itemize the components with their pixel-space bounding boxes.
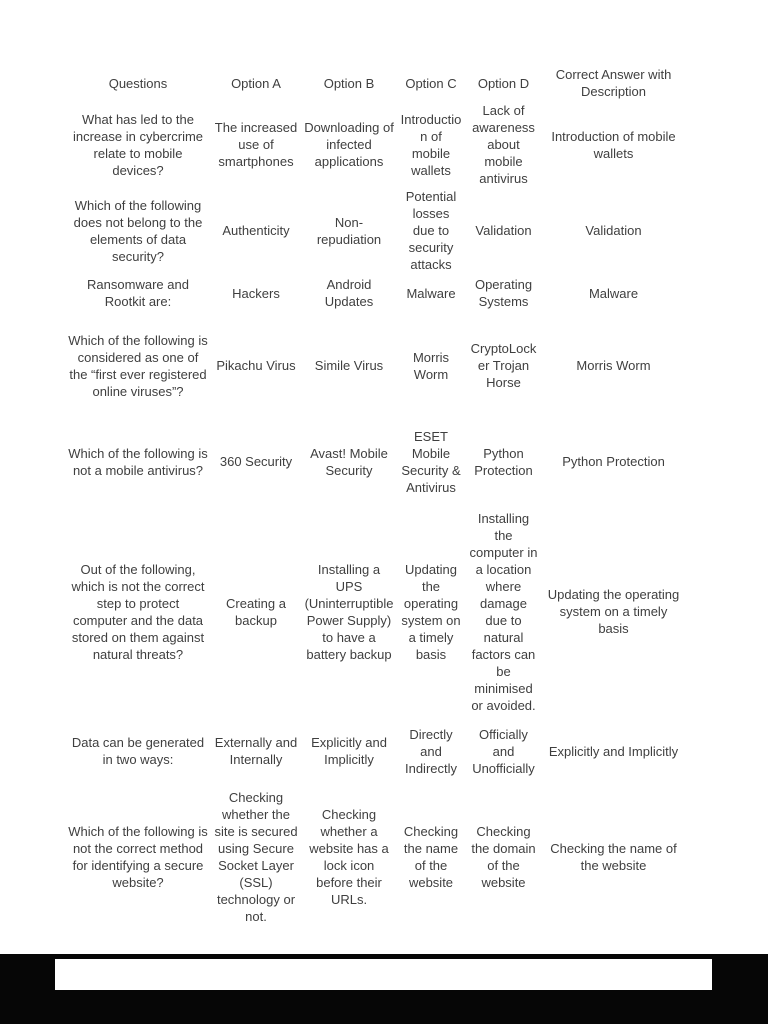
quiz-table	[65, 65, 685, 930]
correct-answer-cell: Introduction of mobile wallets	[551, 128, 676, 161]
header-option-d: Option D	[477, 75, 530, 91]
correct-answer-cell: Explicitly and Implicitly	[548, 743, 679, 759]
option-c-cell: Malware	[406, 285, 456, 301]
option-b-cell: Explicitly and Implicitly	[311, 735, 387, 767]
question-cell: Which of the following is not the correct method for identifying a secure website?	[68, 824, 208, 890]
question-cell: Which of the following is not a mobile antivirus?	[68, 445, 208, 478]
option-d-cell: CryptoLocker Trojan Horse	[470, 341, 537, 390]
table-row	[65, 188, 685, 273]
option-a-cell: Pikachu Virus	[216, 358, 296, 373]
option-a-cell: 360 Security	[219, 454, 293, 469]
table-row	[65, 101, 685, 188]
question-cell: Out of the following, which is not the correct step to protect computer and the data stored on them against natural threats?	[71, 561, 205, 662]
question-cell: Data can be generated in two ways:	[71, 735, 205, 767]
table-row	[65, 718, 685, 784]
table-row	[65, 273, 685, 313]
viewer-page-gap	[0, 954, 768, 1024]
option-b-cell: Simile Virus	[314, 358, 384, 373]
option-b-cell: Non-repudiation	[316, 214, 382, 247]
option-c-cell: Checking the name of the website	[403, 824, 459, 890]
option-d-cell: Operating Systems	[474, 277, 533, 309]
header-questions: Questions	[108, 75, 168, 91]
option-b-cell: Installing a UPS (Uninterruptible Power Supply) to have a battery backup	[304, 561, 394, 662]
correct-answer-cell: Malware	[588, 285, 639, 301]
option-d-cell: Officially and Unofficially	[472, 726, 535, 776]
table-row	[65, 313, 685, 418]
option-d-cell: Installing the computer in a location where damage due to natural factors can be minimised or avoided.	[469, 510, 538, 713]
option-c-cell: Morris Worm	[412, 349, 450, 382]
header-row	[65, 65, 685, 101]
header-correct-answer: Correct Answer with Description	[555, 67, 672, 99]
option-d-cell: Checking the domain of the website	[471, 824, 536, 890]
option-b-cell: Avast! Mobile Security	[310, 445, 388, 478]
option-c-cell: Directly and Indirectly	[404, 726, 458, 776]
option-c-cell: ESET Mobile Security & Antivirus	[401, 428, 461, 495]
option-a-cell: Authenticity	[222, 223, 290, 238]
option-d-cell: Lack of awareness about mobile antivirus	[472, 103, 535, 186]
option-d-cell: Python Protection	[474, 445, 533, 478]
table-row	[65, 505, 685, 718]
question-cell: Ransomware and Rootkit are:	[87, 277, 189, 309]
table-row	[65, 418, 685, 505]
option-b-cell: Checking whether a website has a lock icon before their URLs.	[309, 807, 389, 907]
question-cell: Which of the following does not belong to the elements of data security?	[73, 197, 203, 264]
next-page-sliver	[55, 959, 712, 990]
option-c-cell: Updating the operating system on a timely basis	[401, 561, 461, 662]
header-option-b: Option B	[323, 75, 375, 91]
option-c-cell: Potential losses due to security attacks	[405, 189, 457, 272]
correct-answer-cell: Morris Worm	[576, 358, 651, 373]
correct-answer-cell: Checking the name of the website	[550, 841, 677, 873]
table-row	[65, 784, 685, 930]
correct-answer-cell: Updating the operating system on a timely basis	[547, 587, 680, 636]
question-cell: Which of the following is considered as one of the “first ever registered online viruses”?	[68, 332, 208, 399]
option-a-cell: Externally and Internally	[214, 735, 298, 767]
correct-answer-cell: Validation	[585, 223, 642, 238]
header-option-c: Option C	[405, 75, 457, 91]
option-c-cell: Introduction of mobile wallets	[400, 111, 462, 178]
option-a-cell: Checking whether the site is secured using Secure Socket Layer (SSL) technology or not.	[214, 790, 298, 924]
option-a-cell: Creating a backup	[226, 595, 286, 628]
option-a-cell: The increased use of smartphones	[214, 120, 298, 169]
option-a-cell: Hackers	[232, 285, 280, 301]
option-d-cell: Validation	[475, 223, 532, 238]
option-b-cell: Android Updates	[324, 277, 374, 309]
header-option-a: Option A	[231, 75, 281, 91]
question-cell: What has led to the increase in cybercrime relate to mobile devices?	[72, 111, 204, 178]
option-b-cell: Downloading of infected applications	[304, 120, 394, 169]
correct-answer-cell: Python Protection	[562, 454, 665, 469]
